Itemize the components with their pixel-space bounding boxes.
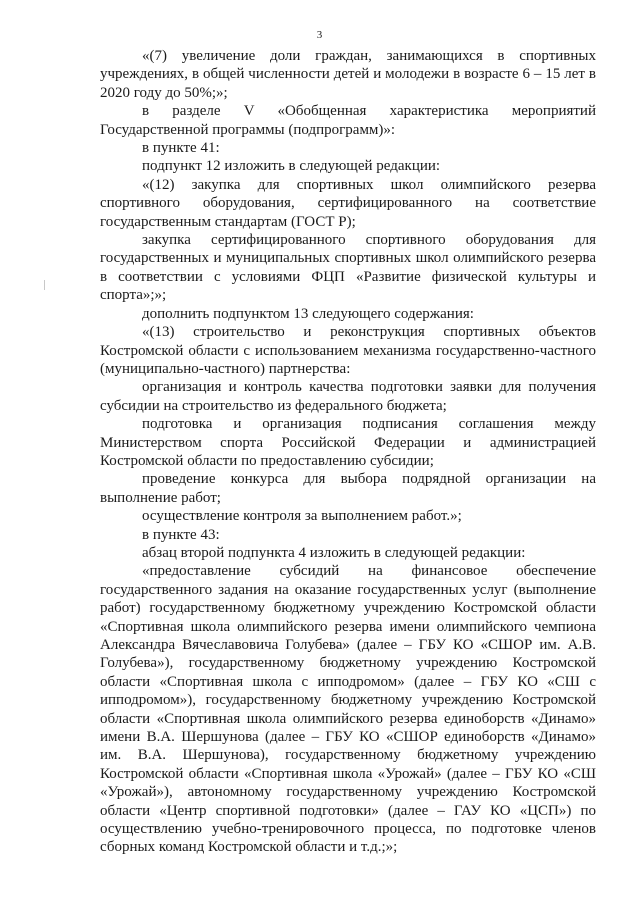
paragraph-tender: проведение конкурса для выбора подрядной организации на выполнение работ;: [100, 471, 596, 506]
page-number: 3: [316, 29, 323, 41]
scan-mark: [44, 280, 45, 290]
paragraph-subpoint-12: «(12) закупка для спортивных школ олимпийского резерва спортивного оборудования, сертифицированного на соответствие государственным стандартам (ГОСТ Р);: [100, 176, 596, 230]
paragraph-purchase: закупка сертифицированного спортивного оборудования для государственных и муниципальных спортивных школ олимпийского резерва в соответствии с условиями ФЦП «Развитие физической культуры и спорта»;»;: [100, 232, 596, 304]
paragraph-section-v: в разделе V «Обобщенная характеристика мероприятий Государственной программы (подпрограмм)»:: [100, 103, 596, 138]
paragraph-point-41: в пункте 41:: [142, 140, 220, 157]
paragraph-subpoint-4-intro: абзац второй подпункта 4 изложить в следующей редакции:: [142, 544, 526, 561]
paragraph-subsidies: «предоставление субсидий на финансовое обеспечение государственного задания на оказание государственных услуг (выполнение работ) государственному бюджетному учреждению Костромской области «Спортивная школа олимпийского резерва имени олимпийского чемпиона Александра Вячеславовича Голубева» (далее – ГБУ КО «СШОР им. А.В. Голубева»), государственному бюджетному учреждению Костромской области «Спортивная школа с ипподромом» (далее – ГБУ КО «СШ с ипподромом»), государственному бюджетному учреждению Костромской области «Спортивная школа олимпийского резерва единоборств «Динамо» имени В.А. Шершунова (далее – ГБУ КО «СШОР единоборств «Динамо» им. В.А. Шершунова), государственному бюджетному учреждению Костромской области «Спортивная школа «Урожай» (далее – ГБУ КО «СШ «Урожай»), автономному государственному учреждению Костромской области «Центр спортивной подготовки» (далее – ГАУ КО «ЦСП») по осуществлению учебно-тренировочного процесса, по подготовке членов сборных команд Костромской области и т.д.;»;: [100, 563, 596, 856]
paragraph-subpoint-12-intro: подпункт 12 изложить в следующей редакции:: [142, 158, 441, 175]
paragraph-subpoint-13: «(13) строительство и реконструкция спортивных объектов Костромской области с использованием механизма государственно-частного (муниципально-частного) партнерства:: [100, 324, 596, 377]
paragraph-organization: организация и контроль качества подготовки заявки для получения субсидии на строительство из федерального бюджета;: [100, 379, 596, 414]
paragraph-agreement: подготовка и организация подписания соглашения между Министерством спорта Российской Федерации и администрацией Костромской области по предоставлению субсидии;: [100, 416, 596, 469]
paragraph-item-7: «(7) увеличение доли граждан, занимающихся в спортивных учреждениях, в общей численности детей и молодежи в возрасте 6 – 15 лет в 2020 году до 50%;»;: [100, 48, 596, 101]
paragraph-subpoint-13-intro: дополнить подпунктом 13 следующего содержания:: [142, 305, 474, 322]
paragraph-control: осуществление контроля за выполнением работ.»;: [142, 508, 462, 525]
paragraph-point-43: в пункте 43:: [142, 526, 220, 543]
document-body: [100, 47, 596, 857]
